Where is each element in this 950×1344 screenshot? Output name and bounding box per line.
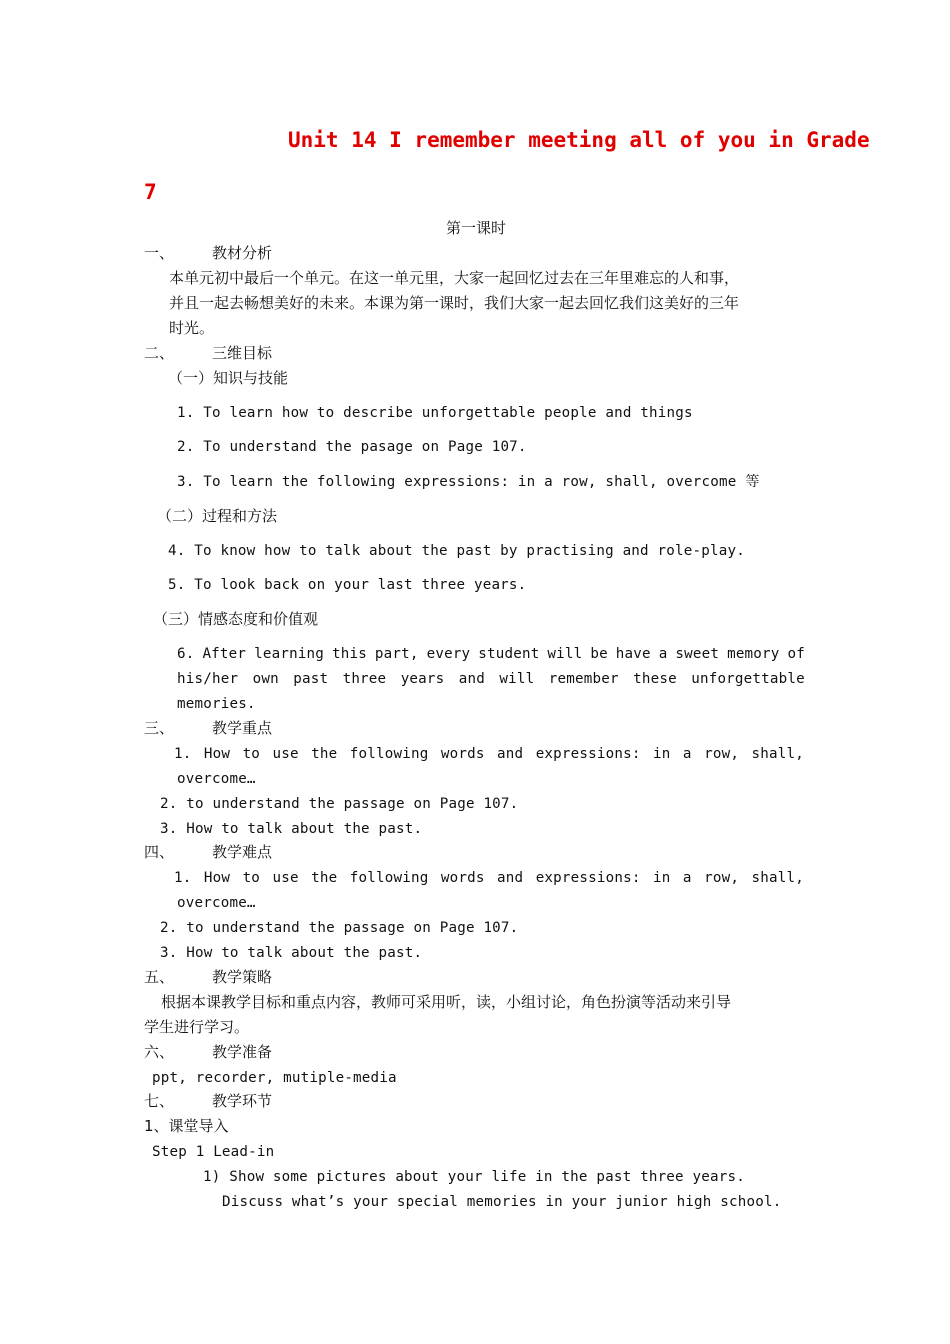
title-line-1: Unit 14 I remember meeting all of you in Grade: [288, 128, 870, 152]
word: row,: [704, 870, 740, 886]
word: learning: [254, 646, 325, 662]
section-7-heading: [144, 1091, 272, 1111]
word: row,: [704, 746, 740, 762]
word: the: [311, 746, 338, 762]
word: How: [203, 746, 231, 762]
section-6-title: 教学准备: [212, 1043, 273, 1061]
word: three: [342, 671, 387, 687]
word: his/her: [177, 671, 239, 687]
strategy-body-2: 学生进行学习。: [144, 1018, 250, 1036]
preparation-body: ppt, recorder, mutiple-media: [152, 1070, 397, 1086]
word: 1.: [174, 870, 192, 886]
section-1-title: 教材分析: [212, 244, 273, 262]
section-3-number: 三、: [144, 719, 175, 737]
section-3-title: 教学重点: [212, 719, 273, 737]
step-1-item-1: 1) Show some pictures about your life in the past three years.: [203, 1169, 745, 1185]
word: 6.: [177, 646, 195, 662]
word: student: [478, 646, 540, 662]
section-6-heading: [144, 1042, 272, 1062]
strategy-body-1: 根据本课教学目标和重点内容，教师可采用听，读，小组讨论，角色扮演等活动来引导: [161, 993, 732, 1011]
section-3-heading: [144, 718, 272, 738]
word: expressions:: [535, 746, 641, 762]
word: unforgettable: [691, 671, 805, 687]
word: will: [547, 646, 583, 662]
word: a: [682, 870, 692, 886]
section-7-title: 教学环节: [212, 1092, 273, 1110]
subsection-attitude: （三）情感态度和价值观: [153, 610, 319, 628]
word: After: [202, 646, 247, 662]
difficulty-1-cont: overcome…: [177, 895, 256, 911]
difficulty-3: 3. How to talk about the past.: [160, 945, 423, 961]
key-point-1-cont: overcome…: [177, 771, 256, 787]
word: How: [203, 870, 231, 886]
section-4-heading: [144, 842, 272, 862]
title-line-2: 7: [144, 180, 157, 204]
key-point-2: 2. to understand the passage on Page 107.: [160, 796, 519, 812]
section-1-body-3: 时光。: [169, 319, 215, 337]
goal-6-line-2: [177, 669, 805, 689]
word: in: [653, 870, 671, 886]
word: to: [242, 746, 261, 762]
difficulty-1: [174, 868, 804, 888]
section-2-heading: [144, 343, 272, 363]
goal-6-line-3: memories.: [177, 696, 256, 712]
subtitle: 第一课时: [446, 219, 507, 237]
section-1-heading: [144, 243, 272, 263]
section-2-number: 二、: [144, 344, 175, 362]
word: shall,: [751, 870, 804, 886]
word: words: [440, 870, 485, 886]
word: years: [400, 671, 445, 687]
section-5-heading: [144, 967, 272, 987]
subsection-knowledge: （一）知识与技能: [168, 369, 289, 387]
word: sweet: [675, 646, 720, 662]
word: in: [653, 746, 671, 762]
section-1-number: 一、: [144, 244, 175, 262]
word: and: [458, 671, 486, 687]
word: the: [311, 870, 338, 886]
word: remember: [548, 671, 619, 687]
word: 1.: [174, 746, 192, 762]
word: use: [272, 870, 299, 886]
word: expressions:: [535, 870, 641, 886]
word: past: [293, 671, 329, 687]
word: and: [497, 746, 524, 762]
word: of: [787, 646, 805, 662]
step-1-item-2: Discuss what’s your special memories in your junior high school.: [222, 1194, 782, 1210]
section-4-title: 教学难点: [212, 843, 273, 861]
word: a: [682, 746, 692, 762]
lesson-intro-heading: 1、课堂导入: [144, 1117, 229, 1135]
word: these: [633, 671, 677, 687]
goal-6-line-1: [177, 644, 805, 664]
goal-2: 2. To understand the pasage on Page 107.: [177, 439, 527, 455]
goal-5: 5. To look back on your last three years.: [168, 577, 527, 593]
goal-1: 1. To learn how to describe unforgettable people and things: [177, 405, 693, 421]
subsection-process: （二）过程和方法: [157, 507, 278, 525]
section-1-body-2: 并且一起去畅想美好的未来。本课为第一课时，我们大家一起去回忆我们这美好的三年: [169, 294, 740, 312]
difficulty-2: 2. to understand the passage on Page 107.: [160, 920, 519, 936]
word: every: [426, 646, 471, 662]
word: shall,: [751, 746, 804, 762]
word: use: [272, 746, 299, 762]
word: will: [499, 671, 535, 687]
word: words: [440, 746, 485, 762]
word: memory: [727, 646, 780, 662]
word: following: [349, 746, 429, 762]
word: have: [615, 646, 651, 662]
word: this: [332, 646, 367, 662]
word: own: [252, 671, 279, 687]
section-2-title: 三维目标: [212, 344, 273, 362]
word: following: [349, 870, 429, 886]
section-7-number: 七、: [144, 1092, 175, 1110]
goal-3: 3. To learn the following expressions: in a row, shall, overcome 等: [177, 474, 760, 490]
step-1-lead-in: Step 1 Lead-in: [152, 1144, 275, 1160]
section-4-number: 四、: [144, 843, 175, 861]
section-6-number: 六、: [144, 1043, 175, 1061]
section-5-number: 五、: [144, 968, 175, 986]
word: part,: [374, 646, 419, 662]
key-point-1: [174, 744, 804, 764]
word: be: [590, 646, 608, 662]
key-point-3: 3. How to talk about the past.: [160, 821, 423, 837]
word: to: [242, 870, 261, 886]
goal-4: 4. To know how to talk about the past by practising and role-play.: [168, 543, 745, 559]
section-1-body-1: 本单元初中最后一个单元。在这一单元里，大家一起回忆过去在三年里难忘的人和事，: [169, 269, 740, 287]
word: a: [658, 646, 668, 662]
word: and: [497, 870, 524, 886]
section-5-title: 教学策略: [212, 968, 273, 986]
